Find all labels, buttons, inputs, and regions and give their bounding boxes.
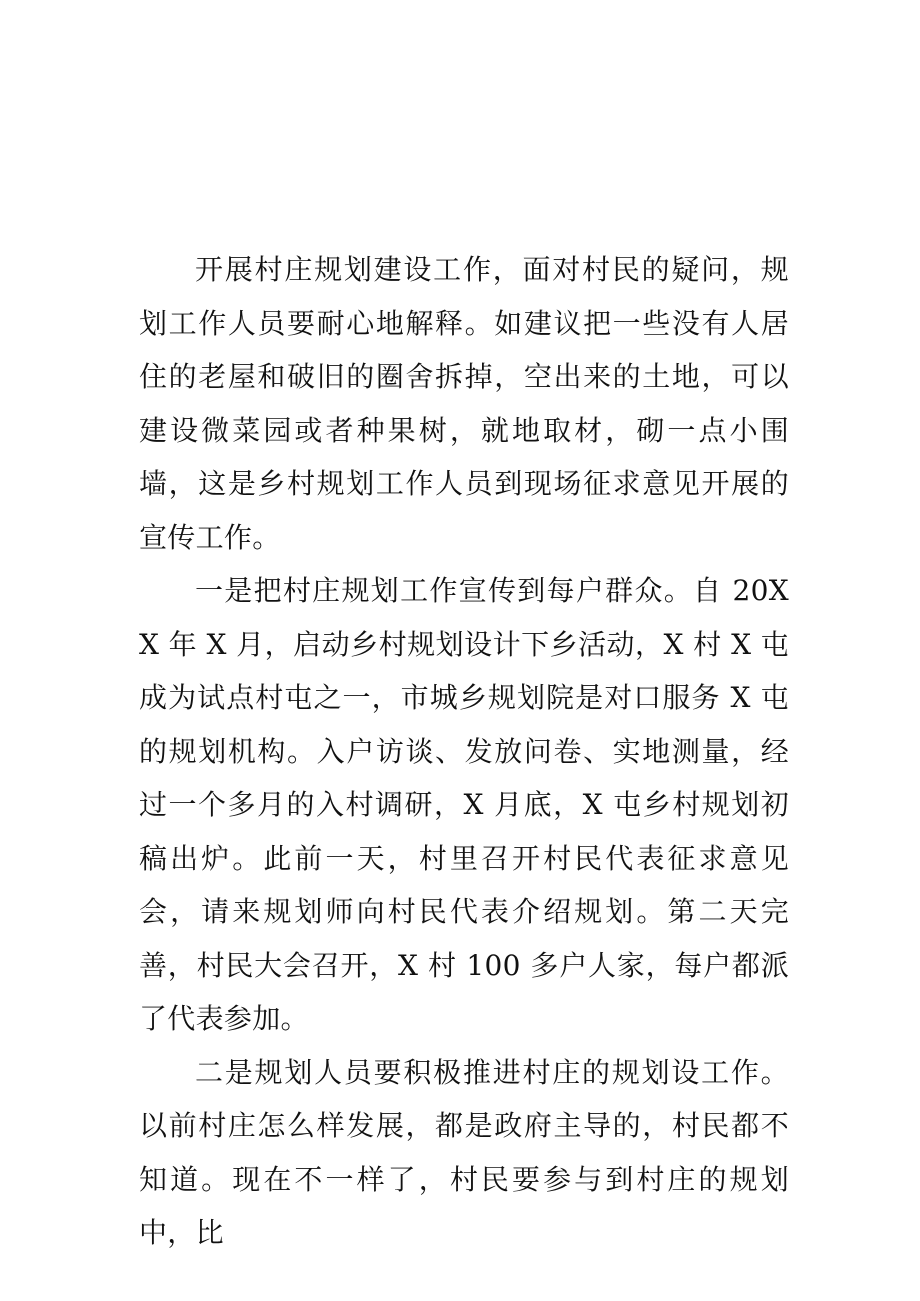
paragraph-2: 一是把村庄规划工作宣传到每户群众。自 20XX 年 X 月，启动乡村规划设计下乡活动，X 村 X 屯成为试点村屯之一，市城乡规划院是对口服务 X 屯的规划机构。入户访谈、发放问卷、实地测量，经过一个多月的入村调研，X 月底，X 屯乡村规划初稿出炉。此前一天，村里召开村民代表征求意见会，请来规划师向村民代表介绍规划。第二天完善，村民大会召开，X 村 100 多户人家，每户都派了代表参加。	[139, 574, 789, 1035]
document-body	[139, 243, 789, 1260]
paragraph-1: 开展村庄规划建设工作，面对村民的疑问，规划工作人员要耐心地解释。如建议把一些没有人居住的老屋和破旧的圈舍拆掉，空出来的土地，可以建设微菜园或者种果树，就地取材，砌一点小围墙，这是乡村规划工作人员到现场征求意见开展的宣传工作。	[139, 253, 789, 554]
paragraph-3: 二是规划人员要积极推进村庄的规划设工作。以前村庄怎么样发展，都是政府主导的，村民都不知道。现在不一样了，村民要参与到村庄的规划中，比	[139, 1055, 789, 1249]
